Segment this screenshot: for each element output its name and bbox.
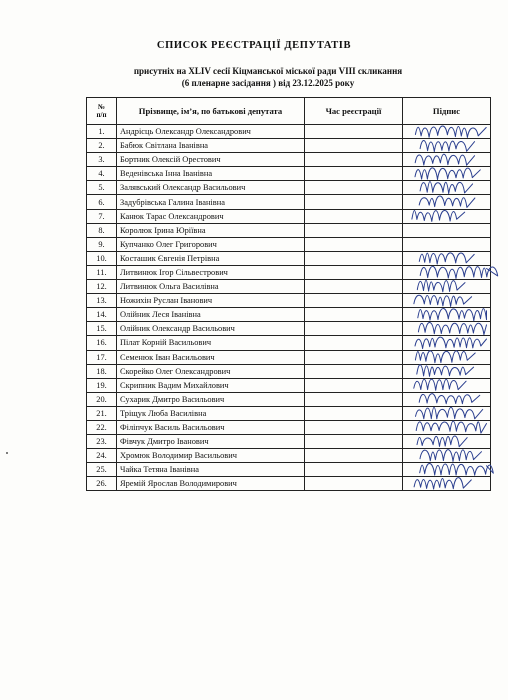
table-row [87, 364, 491, 378]
row-number: 10. [87, 251, 117, 265]
table-row [87, 251, 491, 265]
registration-time [305, 308, 403, 322]
registration-time [305, 322, 403, 336]
registration-time [305, 294, 403, 308]
document-title: СПИСОК РЕЄСТРАЦІЇ ДЕПУТАТІВ [156, 40, 352, 51]
deputy-name: Пілат Корній Васильович [117, 336, 305, 350]
table-row [87, 265, 491, 279]
row-number: 25. [87, 463, 117, 477]
signature-cell [403, 477, 491, 491]
registration-time [305, 265, 403, 279]
registration-time [305, 477, 403, 491]
row-number: 4. [87, 167, 117, 181]
table-row [87, 463, 491, 477]
signature-cell [403, 308, 491, 322]
table-row [87, 280, 491, 294]
registration-time [305, 195, 403, 209]
registration-time [305, 463, 403, 477]
registration-time [305, 167, 403, 181]
header-time: Час реєстрації [305, 98, 403, 125]
signature-cell [403, 223, 491, 237]
signature-cell [403, 251, 491, 265]
table-header-row [87, 98, 491, 125]
signature-cell [403, 392, 491, 406]
deputy-name: Залявський Олександр Васильович [117, 181, 305, 195]
deputy-name: Веденівська Інна Іванівна [117, 167, 305, 181]
header-name: Прізвище, ім’я, по батькові депутата [117, 98, 305, 125]
deputy-name: Бортник Олексій Орестович [117, 153, 305, 167]
signature-cell [403, 322, 491, 336]
registration-time [305, 364, 403, 378]
registration-time [305, 435, 403, 449]
registration-time [305, 237, 403, 251]
registration-table [86, 97, 491, 491]
header-number-abbrev: п/п [96, 111, 107, 119]
registration-time [305, 125, 403, 139]
signature-cell [403, 336, 491, 350]
deputy-name: Тріщук Люба Василівна [117, 406, 305, 420]
deputy-name: Сухарик Дмитро Васильович [117, 392, 305, 406]
row-number: 2. [87, 139, 117, 153]
table-row [87, 350, 491, 364]
deputy-name: Канюк Тарас Олександрович [117, 209, 305, 223]
signature-cell [403, 294, 491, 308]
header-number-symbol: № [97, 103, 106, 111]
header-number [87, 98, 117, 125]
table-row [87, 181, 491, 195]
deputy-name: Чайка Тетяна Іванівна [117, 463, 305, 477]
table-row [87, 237, 491, 251]
registration-time [305, 449, 403, 463]
deputy-name: Андрісць Олександр Олександрович [117, 125, 305, 139]
row-number: 24. [87, 449, 117, 463]
table-row [87, 209, 491, 223]
registration-time [305, 139, 403, 153]
registration-time [305, 420, 403, 434]
row-number: 22. [87, 420, 117, 434]
table-row [87, 153, 491, 167]
deputy-name: Олійник Олександр Васильович [117, 322, 305, 336]
deputy-name: Косташик Євгенія Петрівна [117, 251, 305, 265]
deputy-name: Олійник Леся Іванівна [117, 308, 305, 322]
row-number: 13. [87, 294, 117, 308]
signature-cell [403, 167, 491, 181]
deputy-name: Хромюк Володимир Васильович [117, 449, 305, 463]
margin-mark [6, 452, 8, 454]
deputy-name: Філіпчук Василь Васильович [117, 420, 305, 434]
row-number: 23. [87, 435, 117, 449]
registration-time [305, 181, 403, 195]
signature-cell [403, 265, 491, 279]
signature-cell [403, 463, 491, 477]
signature-cell [403, 153, 491, 167]
row-number: 26. [87, 477, 117, 491]
row-number: 15. [87, 322, 117, 336]
table-row [87, 435, 491, 449]
table-row [87, 420, 491, 434]
table-row [87, 378, 491, 392]
table-row [87, 167, 491, 181]
row-number: 20. [87, 392, 117, 406]
table-row [87, 336, 491, 350]
deputy-name: Скорейко Олег Олександрович [117, 364, 305, 378]
document-subtitle-line1: присутніх на XLIV сесії Кіцманської міської ради VIII скликання [133, 66, 403, 76]
table-row [87, 449, 491, 463]
table-row [87, 477, 491, 491]
registration-time [305, 378, 403, 392]
row-number: 6. [87, 195, 117, 209]
deputy-name: Ножихін Руслан Іванович [117, 294, 305, 308]
row-number: 7. [87, 209, 117, 223]
row-number: 19. [87, 378, 117, 392]
signature-cell [403, 125, 491, 139]
table-row [87, 139, 491, 153]
signature-cell [403, 209, 491, 223]
deputy-name: Королюк Ірина Юріївна [117, 223, 305, 237]
registration-time [305, 350, 403, 364]
table-row [87, 406, 491, 420]
row-number: 8. [87, 223, 117, 237]
deputy-name: Купчанко Олег Григорович [117, 237, 305, 251]
deputy-name: Фівчук Дмитро Іванович [117, 435, 305, 449]
row-number: 16. [87, 336, 117, 350]
table-row [87, 125, 491, 139]
row-number: 12. [87, 280, 117, 294]
deputy-name: Задубрівська Галина Іванівна [117, 195, 305, 209]
row-number: 18. [87, 364, 117, 378]
signature-cell [403, 280, 491, 294]
table-row [87, 392, 491, 406]
table-row [87, 294, 491, 308]
registration-time [305, 153, 403, 167]
signature-cell [403, 181, 491, 195]
row-number: 11. [87, 265, 117, 279]
signature-cell [403, 364, 491, 378]
deputy-name: Бабюк Світлана Іванівна [117, 139, 305, 153]
row-number: 1. [87, 125, 117, 139]
table-row [87, 322, 491, 336]
registration-time [305, 406, 403, 420]
table-row [87, 223, 491, 237]
table-row [87, 308, 491, 322]
row-number: 3. [87, 153, 117, 167]
row-number: 9. [87, 237, 117, 251]
signature-cell [403, 237, 491, 251]
signature-cell [403, 449, 491, 463]
registration-time [305, 223, 403, 237]
signature-cell [403, 406, 491, 420]
signature-cell [403, 350, 491, 364]
deputy-name: Литвинюк Ігор Сільвестрович [117, 265, 305, 279]
row-number: 5. [87, 181, 117, 195]
signature-cell [403, 420, 491, 434]
registration-time [305, 209, 403, 223]
signature-cell [403, 195, 491, 209]
deputy-name: Скрипник Вадим Михайлович [117, 378, 305, 392]
deputy-name: Яремій Ярослав Володимирович [117, 477, 305, 491]
signature-cell [403, 435, 491, 449]
signature-cell [403, 378, 491, 392]
document-subtitle-line2: (6 пленарне засідання ) від 23.12.2025 року [181, 78, 355, 88]
header-signature: Підпис [403, 98, 491, 125]
registration-time [305, 336, 403, 350]
deputy-name: Литвинюк Ольга Василівна [117, 280, 305, 294]
row-number: 17. [87, 350, 117, 364]
registration-time [305, 392, 403, 406]
row-number: 21. [87, 406, 117, 420]
table-row [87, 195, 491, 209]
signature-cell [403, 139, 491, 153]
row-number: 14. [87, 308, 117, 322]
deputy-name: Семенюк Іван Васильович [117, 350, 305, 364]
registration-time [305, 251, 403, 265]
registration-time [305, 280, 403, 294]
